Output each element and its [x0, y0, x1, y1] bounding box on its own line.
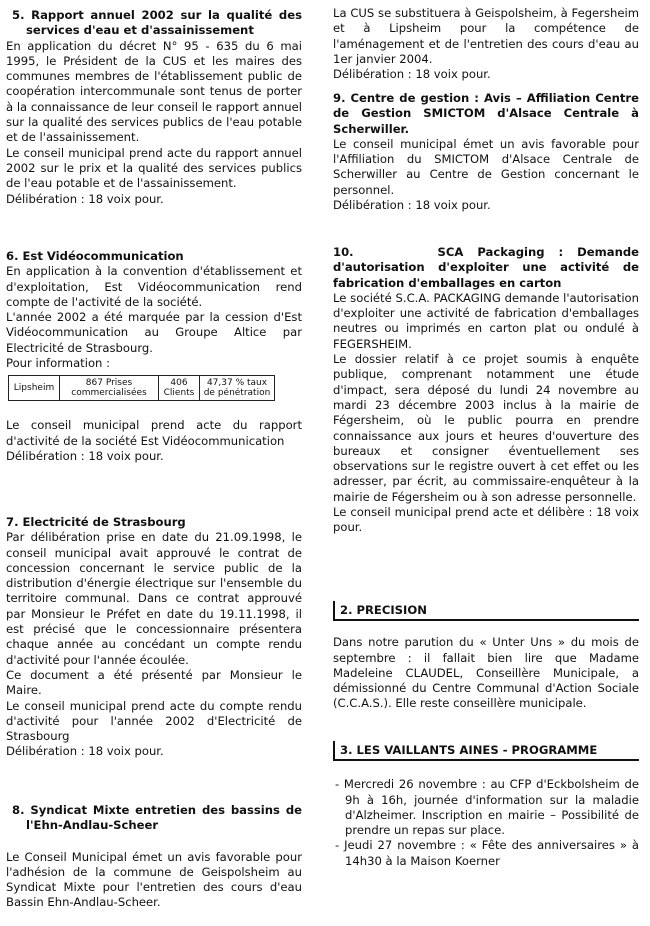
- section-5-title: 5. Rapport annuel 2002 sur la qualité des services d'eau et d'assainissement: [12, 8, 302, 38]
- section-6-deliberation: Délibération : 18 voix pour.: [6, 448, 164, 463]
- section-6-paragraph: L'année 2002 a été marquée par la cession d'Est Vidéocommunication au Groupe Altice par Electricité de Strasbourg.: [6, 310, 302, 355]
- section-9-title: 9. Centre de gestion : Avis – Affiliation Centre de Gestion SMICTOM d'Alsace Centrale à Scherwiller.: [333, 91, 639, 136]
- section-6: [6, 249, 302, 464]
- section-9-deliberation: Délibération : 18 voix pour.: [333, 198, 491, 213]
- precision-paragraph: Dans notre parution du « Unter Uns » du mois de septembre : il fallait bien lire que Madame Madeleine CLAUDEL, Conseillère Municipale, a démissionné du Centre Communal d'Action Sociale (C.C.A.S.). Elle reste conseillère municipale.: [333, 635, 639, 711]
- section-6-paragraph: Le conseil municipal prend acte du rapport d'activité de la société Est Vidéocommunication: [6, 418, 302, 448]
- section-5-deliberation: Délibération : 18 voix pour.: [6, 191, 164, 206]
- section-10-paragraph: Le dossier relatif à ce projet soumis à enquête publique, comprenant notamment une étude d'impact, sera déposé du lundi 24 novembre au mardi 23 décembre 2003 inclus à la mairie de Fégersheim, où le public pourra en prendre connaissance aux jours et heures d'ouverture des bureaux et consigner éventuellement ses observations sur le registre ouvert à cet effet ou les adresser, par écrit, au commissaire-enquêteur à la mairie de Fégersheim ou à son adresse personnelle.: [333, 352, 639, 504]
- section-6-info-label: Pour information :: [6, 356, 110, 371]
- table-cell: 867 Prises commercialisées: [60, 376, 159, 401]
- section-7-deliberation: Délibération : 18 voix pour.: [6, 744, 164, 759]
- section-10: [333, 245, 644, 536]
- vaillants-heading: 3. LES VAILLANTS AINES - PROGRAMME: [333, 741, 639, 761]
- table-cell: Lipsheim: [9, 376, 60, 401]
- section-10-paragraph: Le société S.C.A. PACKAGING demande l'autorisation d'exploiter une activité de fabrication d'emballages neutres ou imprimés en carton plat ou ondulé à FEGERSHEIM.: [333, 290, 639, 351]
- section-5: [6, 8, 302, 207]
- section-8-title: 8. Syndicat Mixte entretien des bassins de l'Ehn-Andlau-Scheer: [12, 803, 302, 833]
- section-10-paragraph: Le conseil municipal prend acte et délibère : 18 voix pour.: [333, 505, 639, 535]
- section-8-deliberation: Délibération : 18 voix pour.: [333, 67, 491, 82]
- section-5-paragraph: Le conseil municipal prend acte du rapport annuel 2002 sur le prix et la qualité des services publics de l'eau potable et de l'assainissement.: [6, 145, 302, 191]
- section-9: [333, 91, 639, 213]
- table-row: [9, 376, 275, 401]
- precision-heading: 2. PRECISION: [333, 601, 639, 621]
- section-6-paragraph: En application à la convention d'établissement et d'exploitation, Est Vidéocommunication rend compte de l'activité de la société.: [6, 264, 302, 309]
- section-8-continued: [333, 6, 639, 82]
- table-cell: 406 Clients: [159, 376, 200, 401]
- precision-section: [333, 601, 639, 712]
- section-7: [6, 515, 302, 760]
- section-8: [6, 803, 302, 911]
- section-8-paragraph: Le Conseil Municipal émet un avis favorable pour l'adhésion de la commune de Geispolsheim au Syndicat Mixte pour l'entretien des cours d'eau Bassin Ehn-Andlau-Scheer.: [6, 849, 302, 910]
- section-7-paragraph: Ce document a été présenté par Monsieur le Maire.: [6, 667, 302, 698]
- section-7-paragraph: Le conseil municipal prend acte du compte rendu d'activité pour l'année 2002 d'Electricité de Strasbourg: [6, 698, 302, 744]
- section-9-paragraph: Le conseil municipal émet un avis favorable pour l'Affiliation du SMICTOM d'Alsace Centrale de Scherwiller au Centre de Gestion concernant le personnel.: [333, 136, 639, 197]
- vaillants-section: [333, 741, 639, 869]
- section-10-title: 10. SCA Packaging : Demande d'autorisation d'exploiter une activité de fabrication d'emballages en carton: [333, 245, 644, 290]
- info-table: [8, 375, 275, 401]
- section-7-paragraph: Par délibération prise en date du 21.09.1998, le conseil municipal avait approuvé le contrat de concession concernant le service public de la distribution d'énergie électrique sur l'ensemble du territoire communal. Dans ce contrat approuvé par Monsieur le Préfet en date du 19.11.1998, il est précisé que le concessionnaire présentera chaque année au concédant un compte rendu d'activité pour l'année écoulée.: [6, 530, 302, 667]
- section-6-title: 6. Est Vidéocommunication: [6, 249, 184, 263]
- table-cell: 47,37 % taux de pénétration: [200, 376, 275, 401]
- list-item: - Jeudi 27 novembre : « Fête des anniversaires » à 14h30 à la Maison Koerner: [335, 838, 639, 868]
- section-7-title: 7. Electricité de Strasbourg: [6, 515, 186, 529]
- section-5-paragraph: En application du décret N° 95 - 635 du 6 mai 1995, le Président de la CUS et les maires des communes membres de l'établissement public de coopération intercommunale sont tenus de porter à la connaissance de leur conseil le rapport annuel sur la qualité des services publics de l'eau potable et de l'assainissement.: [6, 38, 302, 145]
- program-list: [333, 777, 639, 869]
- section-8-paragraph: La CUS se substituera à Geispolsheim, à Fegersheim et à Lipsheim pour la compétence de l'aménagement et de l'entretien des cours d'eau au 1er janvier 2004.: [333, 6, 639, 66]
- list-item: - Mercredi 26 novembre : au CFP d'Eckbolsheim de 9h à 16h, journée d'information sur la maladie d'Alzheimer. Inscription en mairie – Possibilité de prendre un repas sur place.: [335, 777, 639, 838]
